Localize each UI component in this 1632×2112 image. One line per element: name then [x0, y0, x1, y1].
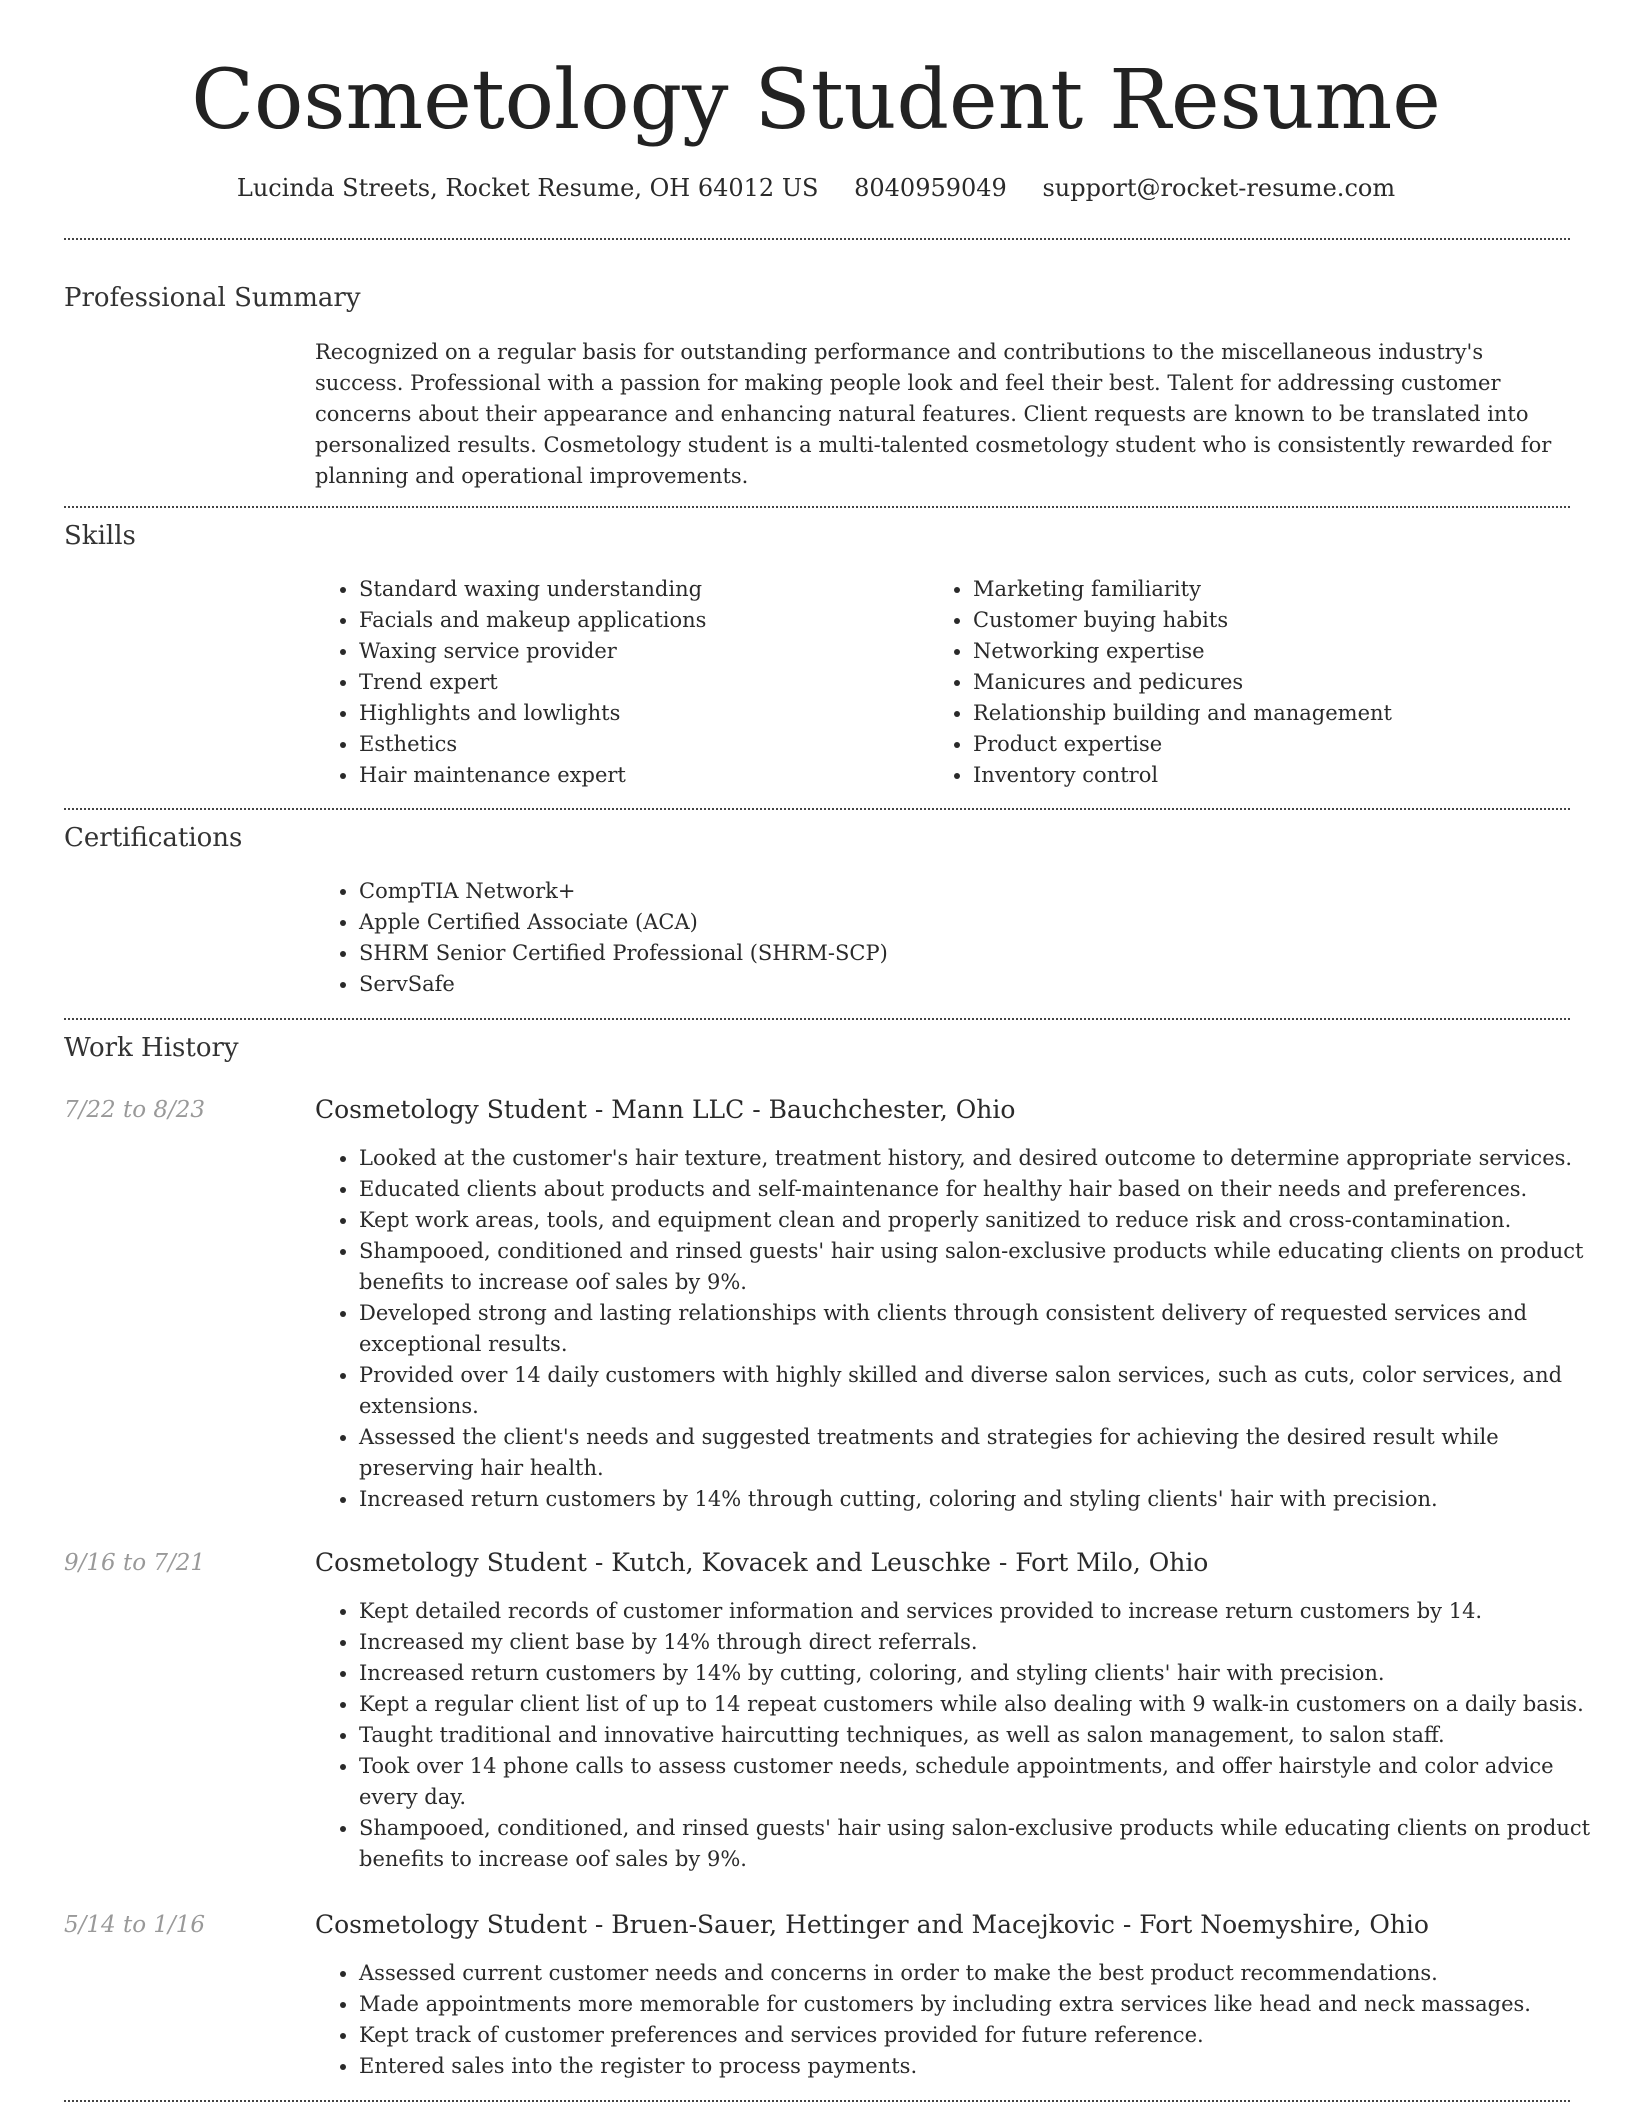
job-bullet: • Developed strong and lasting relationships with clients through consistent delivery of requested services and exceptional results. [359, 1298, 1615, 1360]
job-title: Cosmetology Student - Mann LLC - Bauchchester, Ohio [315, 1095, 1016, 1124]
job-dates: 9/16 to 7/21 [64, 1550, 206, 1576]
job-bullet: • Provided over 14 daily customers with highly skilled and diverse salon services, such as cuts, color services, and extensions. [359, 1360, 1615, 1422]
skill-item: • Relationship building and management [973, 698, 1613, 729]
job-bullet: • Entered sales into the register to process payments. [359, 2051, 1615, 2082]
contact-email: support@rocket-resume.com [1042, 174, 1396, 202]
skill-item: • Manicures and pedicures [973, 667, 1613, 698]
job-dates: 5/14 to 1/16 [64, 1912, 206, 1938]
job-bullet: • Kept detailed records of customer information and services provided to increase return customers by 14. [359, 1596, 1615, 1627]
page-title: Cosmetology Student Resume [191, 53, 1441, 148]
job-bullet: • Looked at the customer's hair texture, treatment history, and desired outcome to determine appropriate services. [359, 1143, 1615, 1174]
skill-item: • Standard waxing understanding [359, 574, 929, 605]
job-bullet: • Increased return customers by 14% through cutting, coloring and styling clients' hair with precision. [359, 1484, 1615, 1515]
summary-text: Recognized on a regular basis for outstanding performance and contributions to the miscellaneous industry's success. Professional with a passion for making people look and feel their best. Talent for addressing customer concerns about their appearance and enhancing natural features. Client requests are known to be translated into personalized results. Cosmetology student is a multi-talented cosmetology student who is consistently rewarded for planning and operational improvements. [315, 340, 1552, 488]
divider [64, 808, 1570, 810]
skill-item: • Customer buying habits [973, 605, 1613, 636]
skills-list-right [929, 574, 1613, 791]
certification-item: • CompTIA Network+ [359, 876, 1615, 907]
contact-line [0, 170, 1632, 206]
job-bullet: • Made appointments more memorable for customers by including extra services like head and neck massages. [359, 1989, 1615, 2020]
skill-item: • Facials and makeup applications [359, 605, 929, 636]
certification-item: • Apple Certified Associate (ACA) [359, 907, 1615, 938]
skills-heading: Skills [64, 521, 136, 551]
job-bullets [315, 1596, 1615, 1875]
certification-item: • SHRM Senior Certified Professional (SHRM-SCP) [359, 938, 1615, 969]
job-bullet: • Educated clients about products and self-maintenance for healthy hair based on their needs and preferences. [359, 1174, 1615, 1205]
contact-phone: 8040959049 [854, 174, 1007, 202]
contact-address: Lucinda Streets, Rocket Resume, OH 64012 US [236, 174, 819, 202]
skill-item: • Trend expert [359, 667, 929, 698]
job-dates: 7/22 to 8/23 [64, 1097, 206, 1123]
skill-item: • Waxing service provider [359, 636, 929, 667]
divider [64, 238, 1570, 240]
divider [64, 1018, 1570, 1020]
job-bullet: • Shampooed, conditioned and rinsed guests' hair using salon-exclusive products while educating clients on product benefits to increase oof sales by 9%. [359, 1236, 1615, 1298]
skill-item: • Marketing familiarity [973, 574, 1613, 605]
skills-list-left [315, 574, 929, 791]
job-bullet: • Shampooed, conditioned, and rinsed guests' hair using salon-exclusive products while educating clients on product benefits to increase oof sales by 9%. [359, 1813, 1615, 1875]
job-bullet: • Took over 14 phone calls to assess customer needs, schedule appointments, and offer hairstyle and color advice every day. [359, 1751, 1615, 1813]
skill-item: • Product expertise [973, 729, 1613, 760]
skill-item: • Hair maintenance expert [359, 760, 929, 791]
certifications-list [315, 876, 1615, 1000]
skill-item: • Networking expertise [973, 636, 1613, 667]
job-bullet: • Increased return customers by 14% by cutting, coloring, and styling clients' hair with precision. [359, 1658, 1615, 1689]
job-bullet: • Kept a regular client list of up to 14 repeat customers while also dealing with 9 walk-in customers on a daily basis. [359, 1689, 1615, 1720]
job-bullet: • Kept work areas, tools, and equipment clean and properly sanitized to reduce risk and cross-contamination. [359, 1205, 1615, 1236]
work-history-heading: Work History [64, 1033, 239, 1063]
job-title: Cosmetology Student - Kutch, Kovacek and Leuschke - Fort Milo, Ohio [315, 1548, 1209, 1577]
job-title: Cosmetology Student - Bruen-Sauer, Hettinger and Macejkovic - Fort Noemyshire, Ohio [315, 1910, 1429, 1939]
job-bullets [315, 1958, 1615, 2082]
job-bullet: • Increased my client base by 14% through direct referrals. [359, 1627, 1615, 1658]
skill-item: • Esthetics [359, 729, 929, 760]
certification-item: • ServSafe [359, 969, 1615, 1000]
skill-item: • Inventory control [973, 760, 1613, 791]
divider [64, 506, 1570, 508]
certifications-heading: Certifications [64, 823, 243, 853]
job-bullet: • Kept track of customer preferences and services provided for future reference. [359, 2020, 1615, 2051]
job-bullet: • Assessed current customer needs and concerns in order to make the best product recommendations. [359, 1958, 1615, 1989]
job-bullet: • Taught traditional and innovative haircutting techniques, as well as salon management, to salon staff. [359, 1720, 1615, 1751]
job-bullet: • Assessed the client's needs and suggested treatments and strategies for achieving the desired result while preserving hair health. [359, 1422, 1615, 1484]
job-bullets [315, 1143, 1615, 1515]
skill-item: • Highlights and lowlights [359, 698, 929, 729]
summary-heading: Professional Summary [64, 283, 361, 313]
divider [64, 2100, 1570, 2102]
